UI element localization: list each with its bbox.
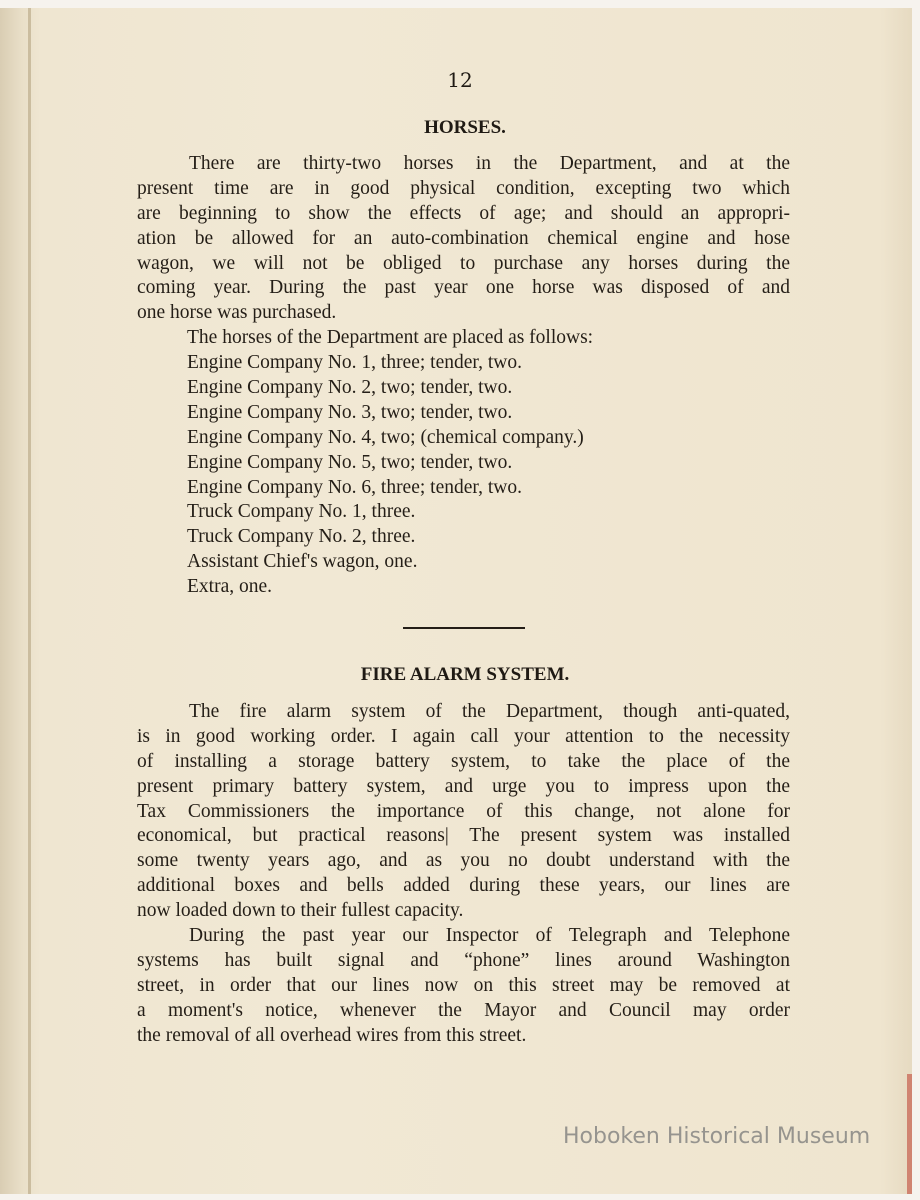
list-item: Engine Company No. 2, two; tender, two. (187, 377, 513, 399)
fire-alarm-text (137, 700, 790, 1048)
list-item: The horses of the Department are placed as follows: (187, 327, 594, 349)
text-line: Tax Commissioners the importance of this change, not alone for (137, 800, 790, 822)
text-line: wagon, we will not be obliged to purchase any horses during the (137, 252, 790, 274)
text-line: systems has built signal and “phone” lines around Washington (137, 949, 790, 971)
list-item: Engine Company No. 3, two; tender, two. (187, 401, 513, 423)
text-line: present primary battery system, and urge you to impress upon the (137, 775, 790, 797)
list-item: Assistant Chief's wagon, one. (187, 551, 418, 573)
text-line: additional boxes and bells added during these years, our lines are (137, 875, 790, 897)
list-item: Engine Company No. 1, three; tender, two. (187, 352, 522, 374)
text-line: The fire alarm system of the Department, though anti-quated, (189, 701, 790, 722)
list-item: Truck Company No. 1, three. (187, 501, 416, 523)
text-line: now loaded down to their fullest capacity. (137, 900, 464, 922)
text-line: of installing a storage battery system, to take the place of the (137, 750, 790, 772)
list-item: Truck Company No. 2, three. (187, 526, 416, 548)
list-item: Engine Company No. 6, three; tender, two. (187, 476, 522, 498)
list-item: Engine Company No. 4, two; (chemical company.) (187, 426, 584, 448)
page-number: 12 (447, 68, 473, 92)
list-item: Extra, one. (187, 576, 273, 598)
text-line: street, in order that our lines now on this street may be removed at (137, 974, 790, 996)
text-line: economical, but practical reasons| The present system was installed (137, 825, 790, 847)
horses-text (137, 152, 790, 600)
text-line: present time are in good physical condition, excepting two which (137, 177, 790, 199)
section-heading-fire-alarm: FIRE ALARM SYSTEM. (360, 664, 570, 685)
text-line: coming year. During the past year one horse was disposed of and (137, 277, 790, 299)
text-line: ation be allowed for an auto-combination chemical engine and hose (137, 227, 790, 249)
page-edge (907, 1074, 912, 1194)
text-line: a moment's notice, whenever the Mayor and Council may order (137, 999, 790, 1021)
text-line: are beginning to show the effects of age; and should an appropri- (137, 202, 790, 224)
list-item: Engine Company No. 5, two; tender, two. (187, 451, 513, 473)
text-line: one horse was purchased. (137, 302, 337, 324)
text-line: some twenty years ago, and as you no doubt understand with the (137, 850, 790, 872)
section-divider (403, 627, 525, 629)
section-heading-horses: HORSES. (424, 117, 506, 138)
text-line: During the past year our Inspector of Telegraph and Telephone (189, 925, 790, 947)
text-line: There are thirty-two horses in the Department, and at the (189, 153, 790, 174)
watermark: Hoboken Historical Museum (563, 1124, 871, 1149)
page-fold (28, 8, 31, 1194)
text-line: the removal of all overhead wires from this street. (137, 1024, 527, 1046)
text-line: is in good working order. I again call your attention to the necessity (137, 725, 790, 747)
